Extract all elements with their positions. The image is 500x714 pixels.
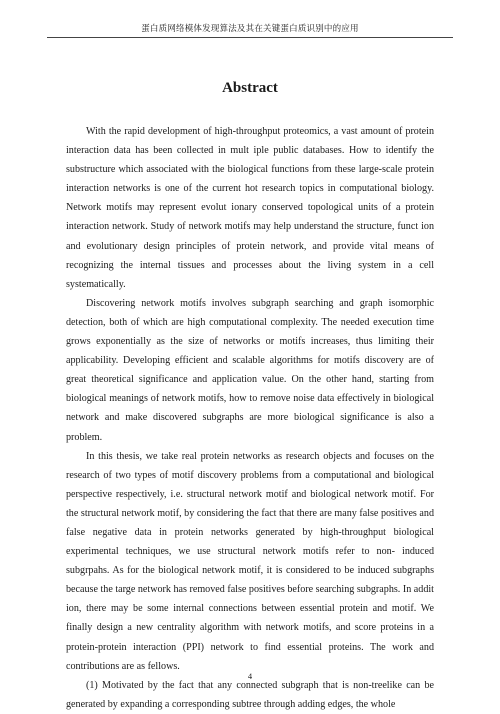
header-rule (47, 37, 453, 38)
paragraph-1: With the rapid development of high-throughput proteomics, a vast amount of protein interaction data has been collected in mult iple public databases. How to identify the substructure which associated with the biological functions from these large-scale protein interaction networks is one of the current hot research topics in computational biology. Network motifs may represent evolut ionary conserved topological units of a protein interaction network. Study of network motifs may help understand the structure, funct ion and evolutionary design principles of protein network, and provide vital means of recognizing the internal tissues and processes about the living system in a cell systematically. (66, 126, 434, 290)
page-number: 4 (247, 671, 253, 681)
abstract-body (66, 122, 434, 714)
paragraph-3: In this thesis, we take real protein networks as research objects and focuses on the research of two types of motif discovery problems from a computational and biological perspective respectively, i.e. structural network motif and biological network motif. For the structural network motif, by considering the fact that there are many false positives and false negative data in protein networks generated by high-throughput biological experimental techniques, we use structural network motifs refer to non- induced subgrpahs. As for the biological network motif, it is considered to be induced subgraphs because the targe network has removed false positives before searching subgraphs. In addit ion, there may be some internal connections between essential protein and motif. We finally design a new centrality algorithm with network motifs, and score proteins in a protein-protein interaction (PPI) network to find essential proteins. The work and contributions are as fellows. (66, 450, 434, 672)
paragraph-2: Discovering network motifs involves subgraph searching and graph isomorphic detection, both of which are high computational complexity. The needed execution time grows exponentially as the size of networks or motifs increases, thus limiting their applicability. Developing efficient and scalable algorithms for motifs discovery are of great theoretical significance and application value. On the other hand, starting from biological meanings of network motifs, how to remove noise data effectively in biological network and make discovered subgraphs are more biological significance is also a problem. (66, 297, 434, 443)
paragraph-4: (1) Motivated by the fact that any connected subgraph that is non-treelike can be generated by expanding a corresponding subtree through adding edges, the whole (66, 679, 434, 710)
running-header: 蛋白质网络模体发现算法及其在关键蛋白质识别中的应用 (141, 24, 359, 34)
section-title: Abstract (222, 80, 278, 96)
